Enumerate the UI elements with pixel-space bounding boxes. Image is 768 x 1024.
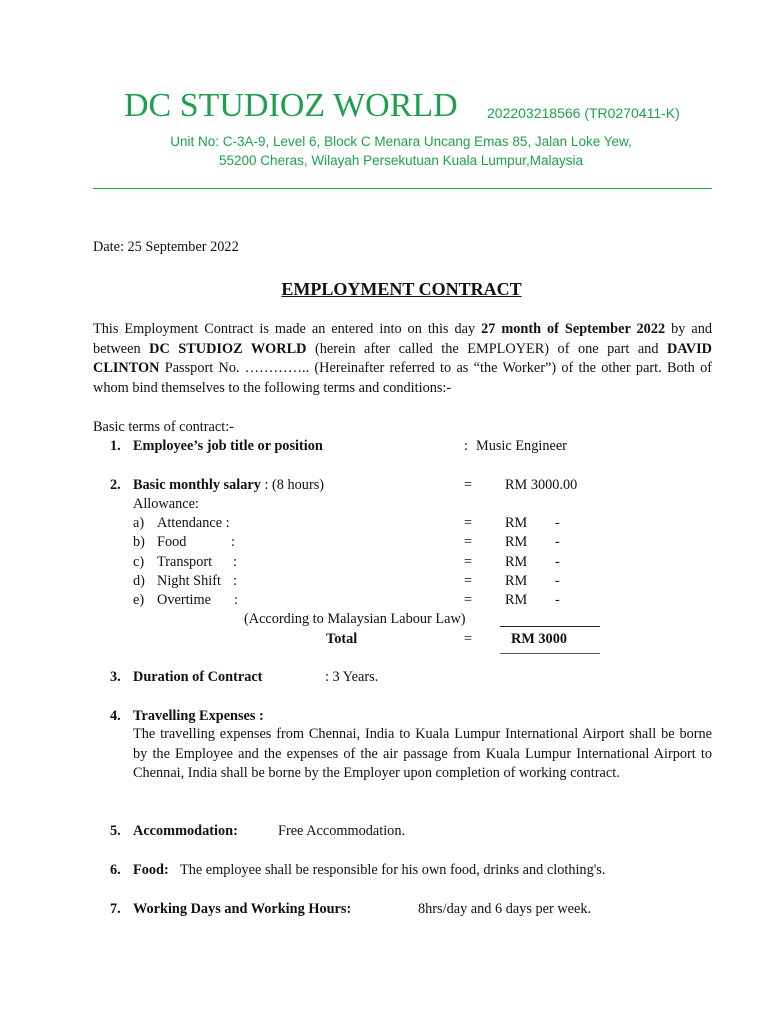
company-name: DC STUDIOZ WORLD: [124, 87, 458, 124]
row-letter: a): [133, 515, 145, 531]
row-colon: :: [234, 592, 238, 608]
row-colon: :: [231, 534, 235, 550]
item-number: 5.: [110, 823, 121, 839]
equals: =: [464, 554, 473, 570]
accommodation-value: Free Accommodation.: [278, 823, 406, 839]
registration-number: 202203218566 (TR0270411-K): [487, 105, 680, 121]
basic-terms-heading: Basic terms of contract:-: [93, 419, 234, 435]
total-underline: [500, 653, 600, 654]
row-currency: RM: [505, 554, 528, 570]
equals: =: [464, 631, 473, 647]
row-amount: -: [555, 554, 560, 570]
total-label: Total: [326, 631, 358, 647]
subtotal-line: [500, 626, 600, 627]
item-number: 6.: [110, 862, 121, 878]
item-number: 7.: [110, 901, 121, 917]
row-label: Transport: [157, 554, 213, 570]
salary-value: RM 3000.00: [505, 477, 578, 493]
salary-label: Basic monthly salary : (8 hours): [133, 477, 325, 493]
row-label: Overtime: [157, 592, 211, 608]
separator: :: [464, 438, 468, 454]
row-colon: :: [233, 573, 237, 589]
intro-paragraph: This Employment Contract is made an entered into on this day 27 month of September 2022 by and between DC STUDIOZ WORLD (herein after called the EMPLOYER) of one part and DAVID CLINTON Passport No. ………….. (Hereinafter referred to as “the Worker”) of the other part. Both of whom bind themselves to the following terms and conditions:-: [93, 321, 713, 396]
item-number: 1.: [110, 438, 121, 454]
row-letter: e): [133, 592, 145, 608]
equals: =: [464, 477, 473, 493]
item-number: 4.: [110, 708, 121, 724]
row-currency: RM: [505, 592, 528, 608]
travel-label: Travelling Expenses :: [133, 708, 264, 724]
document-title: EMPLOYMENT CONTRACT: [281, 279, 522, 299]
equals: =: [464, 534, 473, 550]
row-letter: d): [133, 573, 145, 589]
equals: =: [464, 515, 473, 531]
contract-date: Date: 25 September 2022: [93, 239, 239, 255]
row-currency: RM: [505, 515, 528, 531]
working-hours-label: Working Days and Working Hours:: [133, 901, 352, 917]
job-title-label: Employee’s job title or position: [133, 438, 323, 454]
row-letter: b): [133, 534, 145, 550]
total-value: RM 3000: [511, 631, 567, 647]
row-amount: -: [555, 573, 560, 589]
labour-law-note: (According to Malaysian Labour Law): [244, 611, 466, 627]
travel-text: The travelling expenses from Chennai, India to Kuala Lumpur International Airport shall be borne by the Employee and the expenses of the air passage from Kuala Lumpur International Airport to Chennai, India shall be borne by the Employer upon completion of working contract.: [133, 726, 712, 781]
row-letter: c): [133, 554, 145, 570]
equals: =: [464, 592, 473, 608]
food-label: Food:: [133, 862, 169, 878]
equals: =: [464, 573, 473, 589]
job-title-value: Music Engineer: [476, 438, 567, 454]
item-number: 2.: [110, 477, 121, 493]
row-label: Night Shift: [157, 573, 221, 589]
row-amount: -: [555, 592, 560, 608]
allowance-heading: Allowance:: [133, 496, 199, 512]
duration-value: : 3 Years.: [325, 669, 379, 685]
food-value: The employee shall be responsible for his own food, drinks and clothing's.: [180, 862, 606, 878]
row-label: Attendance :: [157, 515, 230, 531]
accommodation-label: Accommodation:: [133, 823, 238, 839]
row-colon: :: [233, 554, 237, 570]
letterhead-divider: [93, 188, 712, 189]
working-hours-value: 8hrs/day and 6 days per week.: [418, 901, 592, 917]
address-line-2: 55200 Cheras, Wilayah Persekutuan Kuala Lumpur,Malaysia: [219, 153, 583, 168]
row-currency: RM: [505, 534, 528, 550]
item-number: 3.: [110, 669, 121, 685]
row-label: Food: [157, 534, 187, 550]
row-amount: -: [555, 534, 560, 550]
duration-label: Duration of Contract: [133, 669, 263, 685]
row-currency: RM: [505, 573, 528, 589]
row-amount: -: [555, 515, 560, 531]
address-line-1: Unit No: C-3A-9, Level 6, Block C Menara Uncang Emas 85, Jalan Loke Yew,: [170, 134, 632, 149]
